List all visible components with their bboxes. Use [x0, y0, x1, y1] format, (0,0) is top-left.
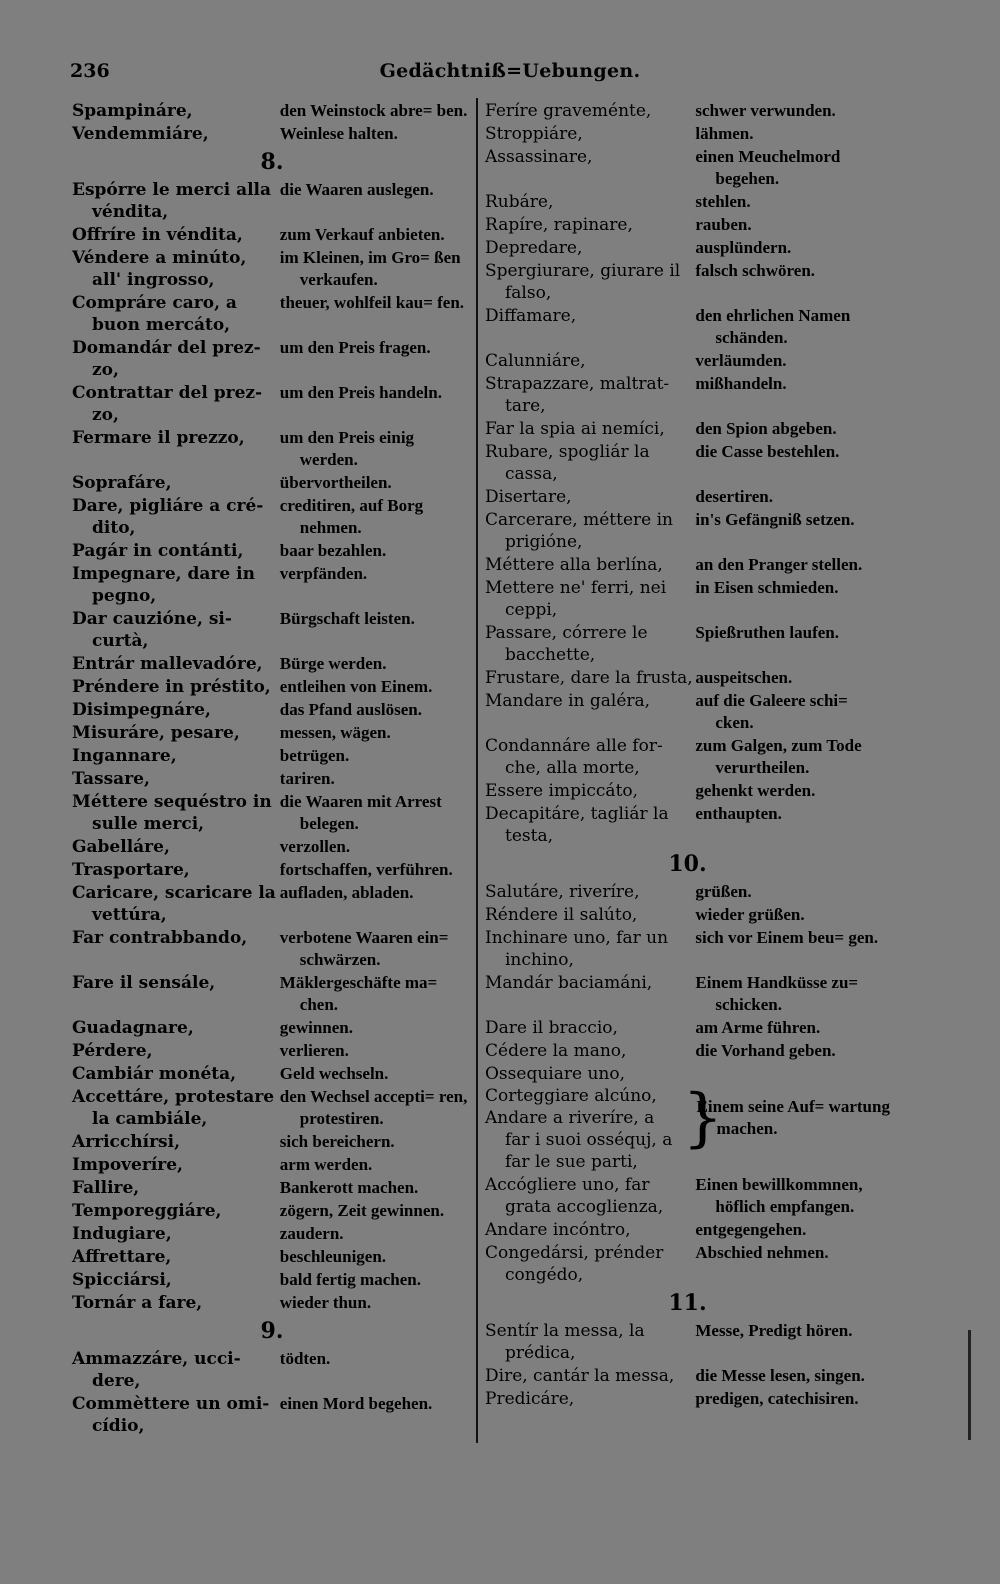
italian-phrase: Ingannare, — [72, 746, 177, 766]
italian-phrase: Ammazzáre, ucci- dere, — [72, 1349, 241, 1391]
italian-phrase: Mandare in galéra, — [485, 691, 651, 711]
vocabulary-entry — [72, 1393, 472, 1437]
german-translation: creditiren, auf Borg nehmen. — [279, 496, 424, 537]
german-translation: mißhandeln. — [695, 374, 787, 393]
vocabulary-entry — [485, 1388, 890, 1410]
italian-phrase: Decapitáre, tagliár la testa, — [485, 804, 669, 846]
german-translation: die Messe lesen, singen. — [695, 1366, 865, 1385]
page-header — [70, 60, 950, 88]
vocabulary-entry — [485, 667, 890, 689]
german-translation: verbotene Waaren ein= schwärzen. — [279, 928, 449, 969]
german-translation: den Spion abgeben. — [695, 419, 837, 438]
vocabulary-entry — [485, 1174, 890, 1218]
german-translation: sich vor Einem beu= gen. — [695, 928, 879, 947]
german-translation: gewinnen. — [279, 1018, 353, 1037]
entry-list — [485, 1174, 890, 1286]
vocabulary-entry — [485, 191, 890, 213]
vocabulary-entry — [72, 1200, 472, 1222]
italian-phrase: Commèttere un omi- cídio, — [72, 1394, 270, 1436]
italian-phrase: Rubáre, — [485, 192, 554, 212]
german-translation: zum Verkauf anbieten. — [279, 225, 445, 244]
vocabulary-entry — [485, 418, 890, 440]
vocabulary-entry — [72, 836, 472, 858]
vocabulary-entry — [485, 577, 890, 621]
italian-phrase: Tassare, — [72, 769, 150, 789]
vocabulary-entry — [485, 260, 890, 304]
running-title: Gedächtniß=Uebungen. — [379, 60, 641, 82]
italian-phrase: Temporeggiáre, — [72, 1201, 222, 1221]
vocabulary-entry — [72, 224, 472, 246]
vocabulary-entry — [72, 608, 472, 652]
italian-phrase: Guadagnare, — [72, 1018, 194, 1038]
vocabulary-entry — [72, 1063, 472, 1085]
vocabulary-entry — [485, 690, 890, 734]
vocabulary-entry — [485, 554, 890, 576]
german-translation: übervortheilen. — [279, 473, 392, 492]
german-translation: an den Pranger stellen. — [695, 555, 863, 574]
vocabulary-entry — [485, 146, 890, 190]
vocabulary-entry — [72, 1223, 472, 1245]
italian-phrase: Essere impiccáto, — [485, 781, 639, 801]
german-translation: Einem seine Auf= wartung machen. — [696, 1097, 890, 1138]
left-column — [72, 100, 472, 1438]
italian-phrase: Far contrabbando, — [72, 928, 248, 948]
german-translation: Abschied nehmen. — [695, 1243, 829, 1262]
italian-phrase: Trasportare, — [72, 860, 190, 880]
italian-phrase: Mandár baciamáni, — [485, 973, 653, 993]
italian-phrase: Spampináre, — [72, 101, 193, 121]
italian-phrase: Pagár in contánti, — [72, 541, 244, 561]
german-translation: enthaupten. — [695, 804, 782, 823]
german-translation: am Arme führen. — [695, 1018, 821, 1037]
german-translation: wieder thun. — [279, 1293, 372, 1312]
vocabulary-entry — [485, 881, 890, 903]
italian-phrase: Affrettare, — [72, 1247, 172, 1267]
vocabulary-entry — [485, 100, 890, 122]
vocabulary-entry — [485, 780, 890, 802]
italian-phrase: Andare incóntro, — [485, 1220, 631, 1240]
italian-phrase: Méttere alla berlína, — [485, 555, 663, 575]
vocabulary-entry — [72, 1177, 472, 1199]
german-translation: predigen, catechisiren. — [695, 1389, 859, 1408]
german-translation: in's Gefängniß setzen. — [695, 510, 855, 529]
german-translation: die Waaren auslegen. — [279, 180, 434, 199]
german-translation: arm werden. — [279, 1155, 373, 1174]
italian-phrase: Gabelláre, — [72, 837, 170, 857]
german-translation: Geld wechseln. — [279, 1064, 389, 1083]
italian-phrase: Impoveríre, — [72, 1155, 183, 1175]
german-translation: fortschaffen, verführen. — [279, 860, 453, 879]
italian-phrase: Domandár del prez- zo, — [72, 338, 261, 380]
vocabulary-entry — [72, 472, 472, 494]
vocabulary-entry — [72, 247, 472, 291]
italian-phrase: Caricare, scaricare la vettúra, — [72, 883, 276, 925]
italian-phrase: Vendemmiáre, — [72, 124, 209, 144]
german-translation: um den Preis handeln. — [279, 383, 442, 402]
column-divider — [476, 98, 478, 1443]
entry-list — [72, 1348, 472, 1437]
vocabulary-entry — [485, 350, 890, 372]
german-translation: in Eisen schmieden. — [695, 578, 839, 597]
vocabulary-entry — [485, 1219, 890, 1241]
vocabulary-entry — [72, 972, 472, 1016]
german-translation: auf die Galeere schi= cken. — [695, 691, 848, 732]
vocabulary-entry — [72, 123, 472, 145]
german-translation: den Weinstock abre= ben. — [279, 101, 468, 120]
vocabulary-entry — [485, 927, 890, 971]
section-heading-11: 11. — [668, 1290, 707, 1316]
page-edge-mark — [968, 1330, 971, 1440]
vocabulary-entry — [72, 563, 472, 607]
vocabulary-entry — [485, 735, 890, 779]
vocabulary-entry — [72, 179, 472, 223]
italian-phrase: Carcerare, méttere in prigióne, — [485, 510, 673, 552]
vocabulary-entry — [72, 722, 472, 744]
vocabulary-entry — [485, 123, 890, 145]
italian-phrase: Cédere la mano, — [485, 1041, 627, 1061]
vocabulary-entry — [72, 1292, 472, 1314]
italian-phrase: Stroppiáre, — [485, 124, 583, 144]
vocabulary-entry — [485, 1040, 890, 1062]
german-translation: beschleunigen. — [279, 1247, 387, 1266]
vocabulary-entry — [72, 1086, 472, 1130]
italian-phrase: Accógliere uno, far grata accoglienza, — [485, 1175, 664, 1217]
italian-phrase: Diffamare, — [485, 306, 577, 326]
italian-phrase: Offríre in véndita, — [72, 225, 243, 245]
italian-phrase: Cambiár monéta, — [72, 1064, 237, 1084]
german-translation: verläumden. — [695, 351, 787, 370]
italian-phrase: Espórre le merci alla véndita, — [72, 180, 272, 222]
german-translation: Mäklergeschäfte ma= chen. — [279, 973, 438, 1014]
section-heading-9: 9. — [260, 1318, 284, 1344]
german-translation: sich bereichern. — [279, 1132, 395, 1151]
german-translation: verzollen. — [279, 837, 351, 856]
italian-phrase: Impegnare, dare in pegno, — [72, 564, 255, 606]
section-heading-10: 10. — [668, 851, 707, 877]
italian-phrase: Misuráre, pesare, — [72, 723, 240, 743]
italian-phrase: Méttere sequéstro in sulle merci, — [72, 792, 272, 834]
vocabulary-entry — [72, 927, 472, 971]
italian-phrase: Sentír la messa, la prédica, — [485, 1321, 645, 1363]
german-translation: desertiren. — [695, 487, 773, 506]
german-translation: Einem Handküsse zu= schicken. — [695, 973, 859, 1014]
german-translation: Bürgschaft leisten. — [279, 609, 415, 628]
german-translation: lähmen. — [695, 124, 754, 143]
entry-list — [72, 179, 472, 1314]
italian-phrase: Corteggiare alcúno, — [485, 1086, 657, 1106]
german-translation: theuer, wohlfeil kau= fen. — [279, 293, 465, 312]
german-translation: die Casse bestehlen. — [695, 442, 840, 461]
german-translation: falsch schwören. — [695, 261, 816, 280]
vocabulary-entry — [72, 859, 472, 881]
italian-phrase: Disimpegnáre, — [72, 700, 211, 720]
vocabulary-entry — [485, 373, 890, 417]
german-translation: verlieren. — [279, 1041, 349, 1060]
vocabulary-entry — [485, 972, 890, 1016]
vocabulary-entry — [485, 214, 890, 236]
italian-phrase: Assassinare, — [485, 147, 593, 167]
vocabulary-entry — [72, 382, 472, 426]
italian-phrase: Congedársi, prénder congédo, — [485, 1243, 664, 1285]
vocabulary-entry — [485, 622, 890, 666]
german-translation: einen Meuchelmord begehen. — [695, 147, 841, 188]
german-translation: Bürge werden. — [279, 654, 387, 673]
italian-phrase: Condannáre alle for- che, alla morte, — [485, 736, 663, 778]
italian-phrase: Tornár a fare, — [72, 1293, 203, 1313]
italian-phrase: Pérdere, — [72, 1041, 153, 1061]
vocabulary-entry — [485, 305, 890, 349]
vocabulary-entry — [485, 1017, 890, 1039]
vocabulary-entry — [72, 427, 472, 471]
german-translation: im Kleinen, im Gro= ßen verkaufen. — [279, 248, 461, 289]
german-translation: Messe, Predigt hören. — [695, 1321, 853, 1340]
german-translation: Weinlese halten. — [279, 124, 398, 143]
vocabulary-entry — [485, 441, 890, 485]
italian-phrase: Feríre graveménte, — [485, 101, 652, 121]
vocabulary-entry — [72, 676, 472, 698]
german-translation: um den Preis fragen. — [279, 338, 431, 357]
italian-phrase: Inchinare uno, far un inchino, — [485, 928, 669, 970]
italian-phrase: Arricchírsi, — [72, 1132, 180, 1152]
german-translation: das Pfand auslösen. — [279, 700, 422, 719]
italian-phrase: Calunniáre, — [485, 351, 586, 371]
entry-list — [485, 881, 890, 1062]
german-translation: um den Preis einig werden. — [279, 428, 415, 469]
entry-list — [72, 100, 472, 145]
italian-phrase: Predicáre, — [485, 1389, 575, 1409]
german-translation: auspeitschen. — [695, 668, 793, 687]
german-translation: zum Galgen, zum Tode verurtheilen. — [695, 736, 862, 777]
italian-phrase: Frustare, dare la frusta, — [485, 668, 693, 688]
vocabulary-entry — [72, 791, 472, 835]
italian-phrase: Fermare il prezzo, — [72, 428, 245, 448]
vocabulary-entry — [72, 337, 472, 381]
vocabulary-entry — [72, 882, 472, 926]
german-translation: grüßen. — [695, 882, 752, 901]
vocabulary-entry — [485, 1365, 890, 1387]
vocabulary-entry — [72, 699, 472, 721]
italian-phrase: Préndere in préstito, — [72, 677, 271, 697]
vocabulary-entry — [72, 292, 472, 336]
italian-phrase: Salutáre, riveríre, — [485, 882, 640, 902]
grouped-italian-phrases — [485, 1063, 683, 1173]
vocabulary-entry — [72, 745, 472, 767]
german-translation: einen Mord begehen. — [279, 1394, 433, 1413]
italian-phrase: Mettere ne' ferri, nei ceppi, — [485, 578, 667, 620]
vocabulary-entry — [72, 100, 472, 122]
vocabulary-entry — [485, 803, 890, 847]
german-translation: wieder grüßen. — [695, 905, 805, 924]
italian-phrase: Véndere a minúto, all' ingrosso, — [72, 248, 247, 290]
german-translation: ausplündern. — [695, 238, 792, 257]
german-translation: verpfänden. — [279, 564, 368, 583]
german-translation: rauben. — [695, 215, 752, 234]
german-translation: entleihen von Einem. — [279, 677, 433, 696]
vocabulary-entry — [485, 237, 890, 259]
italian-phrase: Dire, cantár la messa, — [485, 1366, 675, 1386]
italian-phrase: Dare, pigliáre a cré- dito, — [72, 496, 264, 538]
vocabulary-entry — [72, 1131, 472, 1153]
german-translation: Spießruthen laufen. — [695, 623, 839, 642]
italian-phrase: Far la spia ai nemíci, — [485, 419, 665, 439]
vocabulary-entry — [485, 904, 890, 926]
italian-phrase: Fallire, — [72, 1178, 140, 1198]
italian-phrase: Compráre caro, a buon mercáto, — [72, 293, 237, 335]
italian-phrase: Spergiurare, giurare il falso, — [485, 261, 681, 303]
vocabulary-entry — [485, 1320, 890, 1364]
italian-phrase: Indugiare, — [72, 1224, 172, 1244]
vocabulary-entry — [485, 1242, 890, 1286]
italian-phrase: Soprafáre, — [72, 473, 172, 493]
italian-phrase: Dare il braccio, — [485, 1018, 618, 1038]
german-translation: die Waaren mit Arrest belegen. — [279, 792, 442, 833]
italian-phrase: Accettáre, protestare la cambiále, — [72, 1087, 275, 1129]
german-translation: bald fertig machen. — [279, 1270, 421, 1289]
german-translation: den ehrlichen Namen schänden. — [695, 306, 851, 347]
italian-phrase: Spicciársi, — [72, 1270, 172, 1290]
german-translation: die Vorhand geben. — [695, 1041, 836, 1060]
italian-phrase: Fare il sensále, — [72, 973, 216, 993]
german-translation: den Wechsel accepti= ren, protestiren. — [279, 1087, 468, 1128]
section-heading-8: 8. — [260, 149, 284, 175]
vocabulary-entry — [72, 1348, 472, 1392]
italian-phrase: Dar cauzióne, si- curtà, — [72, 609, 232, 651]
italian-phrase: Disertare, — [485, 487, 572, 507]
german-translation: entgegengehen. — [695, 1220, 807, 1239]
german-translation: betrügen. — [279, 746, 350, 765]
german-translation: baar bezahlen. — [279, 541, 387, 560]
italian-phrase: Andare a riveríre, a far i suoi osséquj, a far le sue parti, — [485, 1108, 673, 1172]
german-translation: schwer verwunden. — [695, 101, 836, 120]
vocabulary-entry — [72, 1269, 472, 1291]
italian-phrase: Réndere il salúto, — [485, 905, 638, 925]
vocabulary-entry — [485, 509, 890, 553]
vocabulary-entry — [72, 1040, 472, 1062]
german-translation: zaudern. — [279, 1224, 344, 1243]
vocabulary-entry — [72, 1246, 472, 1268]
italian-phrase: Strapazzare, maltrat- tare, — [485, 374, 670, 416]
italian-phrase: Rapíre, rapinare, — [485, 215, 633, 235]
vocabulary-entry — [485, 486, 890, 508]
italian-phrase: Ossequiare uno, — [485, 1064, 625, 1084]
right-column — [485, 100, 890, 1411]
german-translation: aufladen, abladen. — [279, 883, 414, 902]
german-translation: gehenkt werden. — [695, 781, 816, 800]
italian-phrase: Depredare, — [485, 238, 583, 258]
italian-phrase: Entrár mallevadóre, — [72, 654, 263, 674]
brace-bracket: } — [682, 1081, 724, 1155]
entry-list — [485, 1320, 890, 1410]
vocabulary-entry — [72, 653, 472, 675]
german-translation: tariren. — [279, 769, 335, 788]
vocabulary-entry — [72, 1154, 472, 1176]
german-translation: zögern, Zeit gewinnen. — [279, 1201, 445, 1220]
vocabulary-entry — [72, 1017, 472, 1039]
german-translation: messen, wägen. — [279, 723, 391, 742]
german-translation: tödten. — [279, 1349, 331, 1368]
vocabulary-entry — [72, 495, 472, 539]
vocabulary-entry — [72, 768, 472, 790]
grouped-entry — [485, 1063, 890, 1173]
entry-list — [485, 100, 890, 847]
italian-phrase: Contrattar del prez- zo, — [72, 383, 263, 425]
italian-phrase: Rubare, spogliár la cassa, — [485, 442, 650, 484]
page-number: 236 — [70, 60, 110, 82]
vocabulary-entry — [72, 540, 472, 562]
german-translation: Bankerott machen. — [279, 1178, 419, 1197]
german-translation: Einen bewillkommnen, höflich empfangen. — [695, 1175, 863, 1216]
italian-phrase: Passare, córrere le bacchette, — [485, 623, 648, 665]
german-translation: stehlen. — [695, 192, 751, 211]
